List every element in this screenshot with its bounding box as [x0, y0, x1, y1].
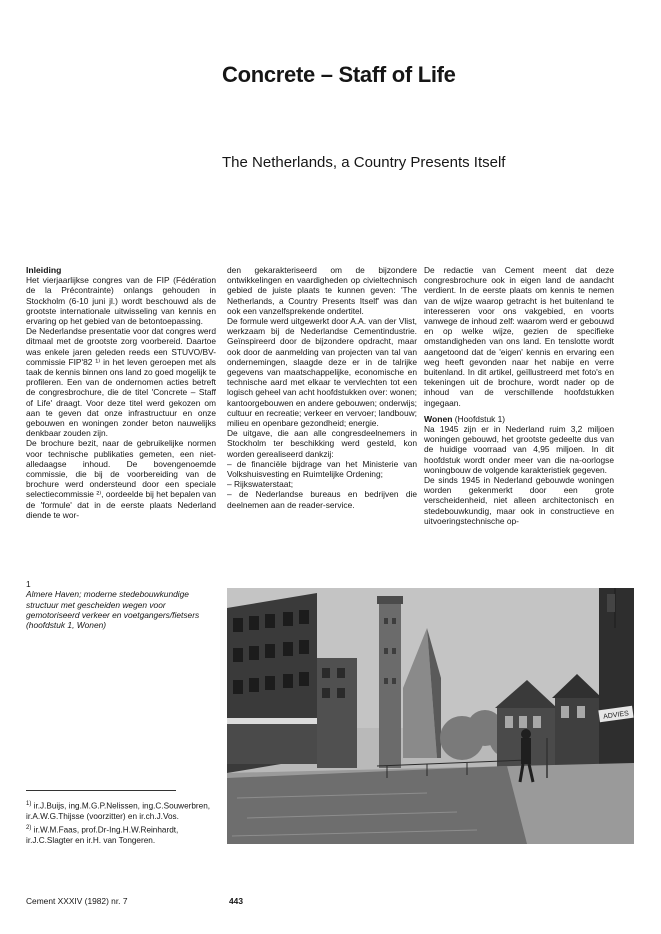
page-number: 443	[229, 896, 243, 906]
list-item: – de Nederlandse bureaus en bedrijven die deelnemen aan de reader-service.	[227, 489, 417, 510]
footnote-divider	[26, 790, 176, 791]
section-heading-inleiding: Inleiding	[26, 265, 62, 275]
footnote-2	[26, 823, 226, 847]
paragraph: De formule werd uitgewerkt door A.A. van der Vlist, werkzaam bij de Nederlandse Cementindustrie. Geïnspireerd door de bijzondere opdracht, maar ook door de aanmelding van projecten van tal van ondernemingen, slaagde deze er in de talrijke gegevens van maatschappelijke, economische en technische aard met elkaar te vervlechten tot een logisch geheel van acht hoofdstukken over: wonen; kantoorgebouwen en andere gebouwen; onderwijs; cultuur en recreatie; verkeer en vervoer; landbouw; milieu en openbare gezondheid; energie.	[227, 316, 417, 429]
list-item: – de financiële bijdrage van het Ministerie van Volkshuisvesting en Ruimtelijke Ordening;	[227, 458, 417, 480]
section-heading-text: Wonen	[424, 413, 453, 424]
paragraph: Het vierjaarlijkse congres van de FIP (Fédération de la Précontrainte) onlangs gehouden in Stockholm (6-10 juni jl.) wordt beschouwd als de grootste internationale uitwisseling van kennis en ervaring op het gebied van de betontoepassing.	[26, 275, 216, 327]
section-heading-sub: (Hoofdstuk 1)	[452, 413, 506, 424]
footnote-1	[26, 799, 226, 823]
figure-caption-text: Almere Haven; moderne stedebouwkundige structuur met gescheiden wegen voor gemotoriseerd verkeer en voetgangers/fietsers (hoofdstuk 1, Wonen)	[26, 589, 200, 631]
text-column-2	[227, 265, 417, 510]
paragraph: De Nederlandse presentatie voor dat congres werd ditmaal met de grootste zorg voorbereid. Daartoe was enkele jaren geleden reeds een STUVO/BV-commissie FIP'82 ¹⁾ in het leven geroepen met als taak de kennis binnen ons land zo goed mogelijk te profileren. Een van de ondernomen acties betreft de congresbrochure, die de titel 'Concrete – Staff of Life' draagt. Voor deze titel werd gekozen om aan te geven dat onze infrastructuur en onze gebouwen en woningen zonder beton nauwelijks denkbaar zouden zijn.	[26, 326, 216, 439]
shop-sign-text: ADVIES	[602, 710, 630, 721]
figure-caption	[26, 579, 216, 630]
page-title: Concrete – Staff of Life	[222, 62, 456, 87]
paragraph: De redactie van Cement meent dat deze congresbrochure ook in eigen land de aandacht verdient. In de eerste plaats om kennis te nemen van de wijze waarop getracht is het buitenland te interesseren voor ons vakgebied, en voorts vanwege de inhoud zelf: waarom werd er gebouwd en op welke wijze, gezien de specifieke omstandigheden van ons land. En tenslotte wordt aangetoond dat de 'eigen' kennis en ervaring een weg heeft gevonden naar het nabije en verre buitenland. In dit artikel, geïllustreerd met foto's en tekeningen uit de brochure, wordt nader op de inhoud van de verschillende hoofdstukken ingegaan.	[424, 265, 614, 408]
text-column-3	[424, 265, 614, 526]
text-column-1	[26, 265, 216, 520]
photo-almere-haven	[227, 588, 634, 844]
paragraph: De sinds 1945 in Nederland gebouwde woningen worden gekenmerkt door een grote verscheidenheid, niet alleen architectonisch en stedebouwkundig, maar ook in constructieve en uitvoeringstechnische op-	[424, 475, 614, 526]
paragraph: den gekarakteriseerd om de bijzondere ontwikkelingen en vaardigheden op civieltechnisch gebied de juiste plaats te kunnen geven: 'The Netherlands, a Country Presents Itself' was dan ook een vanzelfsprekende ondertitel.	[227, 265, 417, 316]
page-subtitle: The Netherlands, a Country Presents Itself	[222, 154, 506, 171]
footnotes	[26, 799, 226, 846]
list-item: – Rijkswaterstaat;	[227, 479, 294, 490]
section-heading-wonen	[424, 414, 614, 424]
footnote-mark: 1)	[26, 801, 32, 807]
footnote-text: ir.W.M.Faas, prof.Dr-Ing.H.W.Reinhardt, ir.J.C.Slagter en ir.H. van Tongeren.	[26, 825, 179, 845]
paragraph: Na 1945 zijn er in Nederland ruim 3,2 miljoen woningen gebouwd, het grootste gedeelte dus van de huidige voorraad van 4,95 miljoen. In dit hoofdstuk wordt onder meer van die na-oorlogse woningbouw de volgende karakteristiek gegeven.	[424, 424, 614, 475]
footnote-text: ir.J.Buijs, ing.M.G.P.Nelissen, ing.C.Souwerbren, ir.A.W.G.Thijsse (voorzitter) en ir.ch.J.Vos.	[26, 801, 211, 822]
journal-reference: Cement XXXIV (1982) nr. 7	[26, 896, 128, 906]
paragraph: De brochure bezit, naar de gebruikelijke normen voor technische publikaties gemeten, een niet-alledaagse inhoud. De bovengenoemde commissie, die bij de voorbereiding van de brochure werd ondersteund door een speciale selectiecommissie ²⁾, oordeelde bij het bepalen van de 'formule' dat in de eerste plaats Nederland diende te wor-	[26, 438, 216, 520]
paragraph: De uitgave, die aan alle congresdeelnemers in Stockholm ter beschikking werd gesteld, kon worden gerealiseerd dankzij:	[227, 428, 417, 459]
figure-photo	[227, 588, 634, 844]
footnote-mark: 2)	[26, 824, 32, 831]
figure-number: 1	[26, 579, 31, 589]
